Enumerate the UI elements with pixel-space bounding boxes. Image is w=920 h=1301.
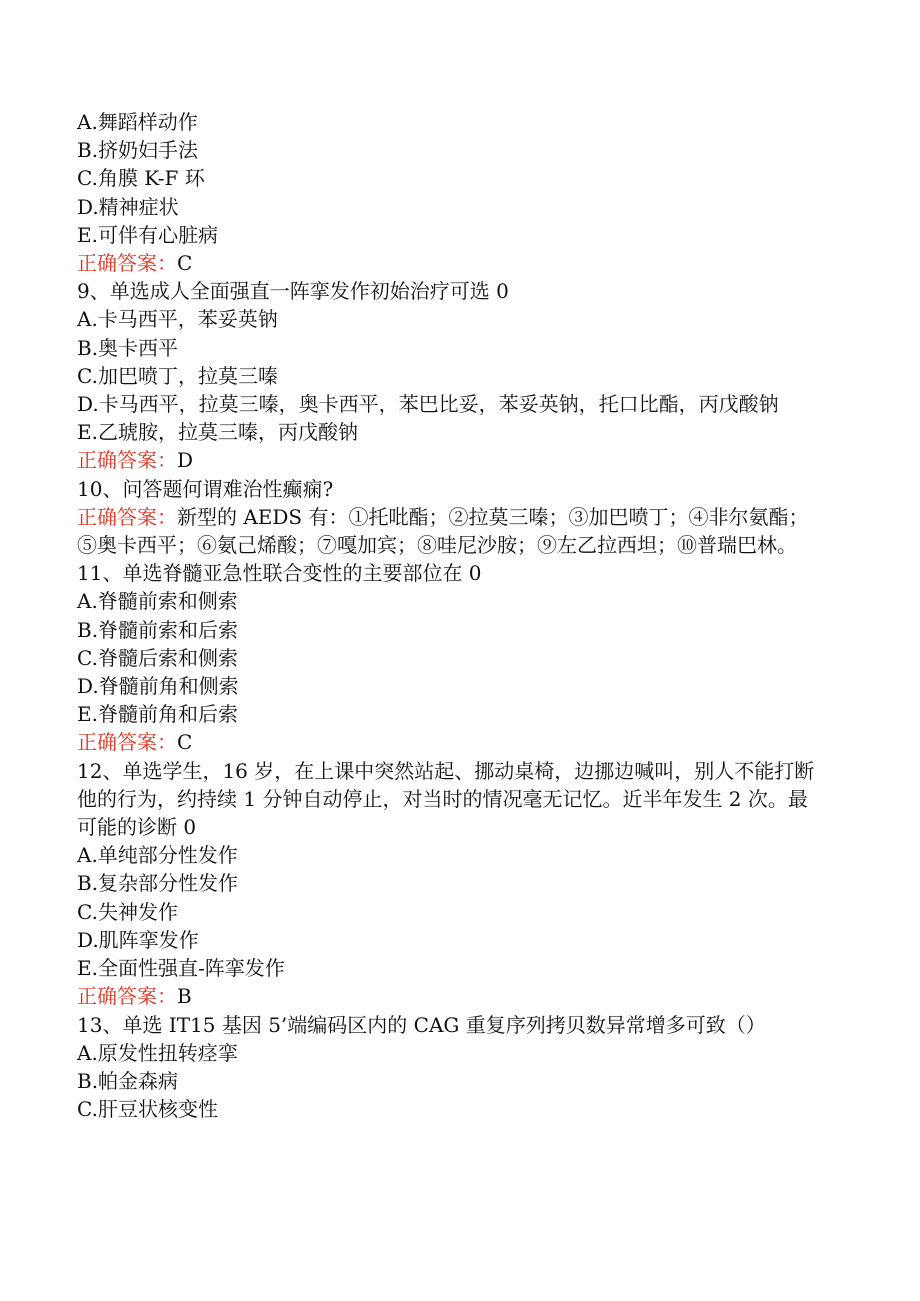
answer-value: B (177, 984, 192, 1009)
question-stem: 13、单选 IT15 基因 5’端编码区内的 CAG 重复序列拷贝数异常增多可致（） (77, 1012, 766, 1037)
answer-line (77, 249, 827, 277)
question-12 (77, 757, 827, 1011)
answer-label: 正确答案： (77, 730, 177, 755)
question-stem: 10、问答题何谓难治性癫痫? (77, 476, 334, 501)
answer-value: C (177, 730, 193, 755)
option-c: C.角膜 K-F 环 (77, 166, 205, 191)
option-c: C.失神发作 (77, 899, 178, 924)
option-b: B.挤奶妇手法 (77, 138, 199, 163)
option-c: C.加巴喷丁，拉莫三嗪 (77, 363, 278, 388)
option-a: A.舞蹈样动作 (77, 110, 198, 134)
answer-label: 正确答案： (77, 251, 177, 276)
option-a: A.脊髓前索和侧索 (77, 589, 238, 614)
question-11 (77, 559, 827, 756)
option-e: E.全面性强直-阵挛发作 (77, 956, 285, 981)
question-stem: 11、单选脊髓亚急性联合变性的主要部位在 0 (77, 561, 482, 586)
option-b: B.帕金森病 (77, 1068, 179, 1093)
answer-value: D (177, 448, 194, 473)
answer-label: 正确答案： (77, 448, 177, 473)
option-a: A.单纯部分性发作 (77, 843, 238, 868)
answer-value: C (177, 251, 193, 276)
option-a: A.原发性扭转痉挛 (77, 1040, 238, 1065)
option-e: E.可伴有心脏病 (77, 222, 218, 247)
option-d: D.脊髓前角和侧索 (77, 674, 239, 699)
option-d: D.精神症状 (77, 194, 179, 219)
option-c: C.脊髓后索和侧索 (77, 645, 238, 670)
question-stem: 9、单选成人全面强直一阵挛发作初始治疗可选 0 (77, 279, 509, 304)
answer-text: 新型的 AEDS 有：①托吡酯；②拉莫三嗪；③加巴喷丁；④非尔氨酯；⑤奥卡西平；⑥氨己烯酸；⑦嘎加宾；⑧哇尼沙胺；⑨左乙拉西坦；⑩普瑞巴林。 (77, 504, 809, 558)
question-13 (77, 1011, 827, 1124)
answer-label: 正确答案： (77, 984, 177, 1009)
document-page (77, 108, 827, 1123)
option-e: E.乙琥胺，拉莫三嗪，丙戊酸钠 (77, 420, 358, 445)
option-b: B.复杂部分性发作 (77, 871, 239, 896)
question-8 (77, 108, 827, 277)
answer-line (77, 446, 827, 474)
option-b: B.脊髓前索和后索 (77, 617, 239, 642)
option-d: D.肌阵挛发作 (77, 927, 199, 952)
answer-line (77, 728, 827, 756)
answer-label: 正确答案： (77, 504, 177, 529)
option-b: B.奥卡西平 (77, 335, 179, 360)
option-c: C.肝豆状核变性 (77, 1097, 218, 1122)
question-9 (77, 277, 827, 474)
option-a: A.卡马西平，苯妥英钠 (77, 307, 278, 332)
option-d: D.卡马西平，拉莫三嗪，奥卡西平，苯巴比妥，苯妥英钠，托口比酯，丙戊酸钠 (77, 392, 779, 417)
question-stem: 12、单选学生，16 岁，在上课中突然站起、挪动桌椅，边挪边喊叫，别人不能打断他的行为，约持续 1 分钟自动停止，对当时的情况毫无记忆。近半年发生 2 次。最可能的诊断 0 (77, 758, 815, 840)
answer-line (77, 503, 827, 559)
option-e: E.脊髓前角和后索 (77, 702, 238, 727)
question-10 (77, 475, 827, 560)
answer-line (77, 982, 827, 1010)
